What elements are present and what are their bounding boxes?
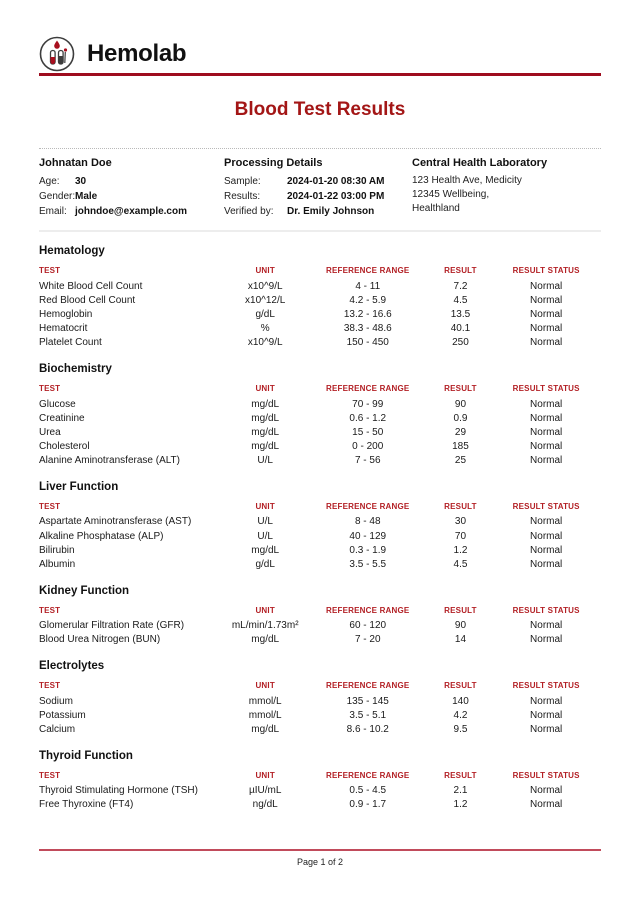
info-field-row bbox=[39, 189, 224, 204]
table-row bbox=[39, 322, 601, 336]
table-cell: U/L bbox=[257, 530, 273, 542]
table-cell: Red Blood Cell Count bbox=[39, 294, 136, 306]
table-cell: Normal bbox=[530, 695, 563, 707]
table-cell: 135 - 145 bbox=[346, 695, 389, 707]
table-cell: 3.5 - 5.1 bbox=[349, 709, 387, 721]
table-cell: 185 bbox=[452, 441, 469, 453]
table-cell: Normal bbox=[530, 709, 563, 721]
table-cell: mg/dL bbox=[251, 634, 280, 646]
table-row bbox=[39, 722, 601, 736]
section-title: Electrolytes bbox=[39, 660, 105, 672]
table-cell: 40.1 bbox=[450, 323, 471, 335]
section-title: Thyroid Function bbox=[39, 749, 133, 762]
table-cell: mmol/L bbox=[248, 709, 282, 721]
section-title: Kidney Function bbox=[39, 584, 130, 597]
table-cell: 8 - 48 bbox=[354, 516, 381, 528]
laboratory-name: Central Health Laboratory bbox=[412, 157, 548, 169]
section-title: Liver Function bbox=[39, 480, 119, 493]
table-cell: ng/dL bbox=[252, 799, 278, 811]
section-title: Hematology bbox=[39, 245, 105, 257]
column-header: RESULT STATUS bbox=[512, 770, 580, 780]
table-cell: Normal bbox=[530, 337, 563, 349]
table-cell: 29 bbox=[454, 426, 467, 438]
table-row bbox=[39, 293, 601, 307]
table-cell: 4.5 bbox=[453, 559, 468, 571]
table-cell: 0.3 - 1.9 bbox=[349, 544, 387, 556]
processing-fields bbox=[224, 174, 412, 219]
table-cell: 70 - 99 bbox=[352, 398, 384, 410]
info-field-row bbox=[39, 204, 224, 219]
table-cell: 2.1 bbox=[453, 785, 468, 797]
address-line: 12345 Wellbeing, bbox=[412, 189, 490, 200]
table-header-row bbox=[39, 768, 601, 784]
field-label: Email: bbox=[39, 206, 67, 217]
table-cell: Normal bbox=[530, 308, 563, 320]
table-cell: Hematocrit bbox=[39, 323, 88, 335]
table-cell: Normal bbox=[530, 634, 563, 646]
table-cell: Normal bbox=[530, 294, 563, 306]
table-cell: % bbox=[260, 323, 270, 335]
table-cell: x10^9/L bbox=[247, 280, 283, 292]
table-cell: 0.9 bbox=[453, 412, 468, 424]
table-cell: Normal bbox=[530, 441, 563, 453]
table-cell: U/L bbox=[257, 516, 273, 528]
table-cell: 4.2 - 5.9 bbox=[349, 294, 387, 306]
table-cell: µIU/mL bbox=[248, 785, 282, 797]
table-cell: 13.2 - 16.6 bbox=[343, 308, 392, 320]
table-cell: Thyroid Stimulating Hormone (TSH) bbox=[39, 785, 198, 797]
table-cell: Normal bbox=[530, 426, 563, 438]
table-cell: Normal bbox=[530, 280, 563, 292]
column-header: REFERENCE RANGE bbox=[326, 266, 410, 275]
table-cell: Albumin bbox=[39, 559, 76, 571]
field-value: 2024-01-20 08:30 AM bbox=[287, 176, 385, 187]
table-cell: 7 - 56 bbox=[354, 455, 381, 467]
patient-info-band bbox=[39, 148, 601, 232]
field-value: 2024-01-22 03:00 PM bbox=[287, 191, 385, 202]
patient-fields bbox=[39, 174, 224, 219]
table-cell: x10^9/L bbox=[247, 337, 283, 349]
field-label: Gender: bbox=[39, 191, 76, 202]
processing-title: Processing Details bbox=[224, 157, 323, 169]
table-header-row bbox=[39, 381, 601, 397]
header-divider bbox=[39, 73, 601, 76]
table-cell: 1.2 bbox=[453, 544, 468, 556]
table-cell: Urea bbox=[39, 426, 61, 438]
column-header: REFERENCE RANGE bbox=[326, 770, 410, 780]
patient-column bbox=[39, 156, 224, 219]
table-row bbox=[39, 454, 601, 468]
table-cell: 3.5 - 5.5 bbox=[349, 559, 387, 571]
laboratory-address bbox=[412, 174, 601, 216]
table-cell: 250 bbox=[452, 337, 469, 349]
table-cell: Bilirubin bbox=[39, 544, 75, 556]
table-cell: 4.2 bbox=[453, 709, 468, 721]
processing-column bbox=[224, 156, 412, 219]
table-cell: Creatinine bbox=[39, 412, 85, 424]
column-header: RESULT bbox=[444, 266, 477, 275]
column-header: REFERENCE RANGE bbox=[326, 605, 410, 615]
table-row bbox=[39, 336, 601, 350]
column-header: TEST bbox=[39, 501, 61, 511]
table-cell: Cholesterol bbox=[39, 441, 90, 453]
patient-name: Johnatan Doe bbox=[39, 157, 112, 169]
table-cell: 60 - 120 bbox=[349, 620, 387, 632]
table-cell: mmol/L bbox=[248, 695, 282, 707]
table-cell: Normal bbox=[530, 799, 563, 811]
table-row bbox=[39, 397, 601, 411]
table-cell: 40 - 129 bbox=[349, 530, 387, 542]
page-number: Page 1 of 2 bbox=[296, 857, 344, 867]
table-cell: g/dL bbox=[255, 559, 275, 571]
info-field-row bbox=[224, 189, 412, 204]
field-value: Male bbox=[75, 191, 98, 202]
table-cell: mg/dL bbox=[251, 441, 280, 453]
test-section bbox=[39, 660, 601, 737]
table-cell: 0 - 200 bbox=[352, 441, 384, 453]
test-section bbox=[39, 363, 601, 468]
column-header: RESULT STATUS bbox=[512, 681, 580, 690]
table-cell: Normal bbox=[530, 544, 563, 556]
footer-divider bbox=[39, 849, 601, 851]
column-header: TEST bbox=[39, 266, 61, 275]
table-cell: 7.2 bbox=[453, 280, 468, 292]
table-cell: 14 bbox=[454, 634, 467, 646]
table-header-row bbox=[39, 263, 601, 279]
section-title: Biochemistry bbox=[39, 362, 112, 375]
table-row bbox=[39, 694, 601, 708]
table-cell: Normal bbox=[530, 620, 563, 632]
table-cell: Normal bbox=[530, 412, 563, 424]
column-header: UNIT bbox=[255, 770, 275, 780]
column-header: RESULT STATUS bbox=[512, 501, 580, 511]
column-header: RESULT STATUS bbox=[512, 266, 580, 275]
table-row bbox=[39, 307, 601, 321]
field-label: Sample: bbox=[224, 176, 261, 187]
field-label: Verified by: bbox=[224, 206, 274, 217]
table-row bbox=[39, 708, 601, 722]
table-row bbox=[39, 784, 601, 798]
table-cell: 140 bbox=[452, 695, 469, 707]
table-row bbox=[39, 798, 601, 812]
info-field-row bbox=[224, 174, 412, 189]
table-cell: 4.5 bbox=[453, 294, 468, 306]
column-header: RESULT STATUS bbox=[512, 383, 580, 393]
table-cell: x10^12/L bbox=[245, 294, 286, 306]
table-cell: Free Thyroxine (FT4) bbox=[39, 799, 134, 811]
table-header-row bbox=[39, 603, 601, 619]
table-cell: Normal bbox=[530, 559, 563, 571]
table-cell: 25 bbox=[454, 455, 467, 467]
table-cell: 30 bbox=[454, 516, 467, 528]
column-header: UNIT bbox=[255, 266, 275, 275]
table-cell: Calcium bbox=[39, 723, 76, 735]
table-row bbox=[39, 279, 601, 293]
table-cell: 70 bbox=[454, 530, 467, 542]
table-cell: 1.2 bbox=[453, 799, 468, 811]
column-header: TEST bbox=[39, 681, 61, 690]
table-row bbox=[39, 557, 601, 571]
column-header: TEST bbox=[39, 383, 61, 393]
column-header: REFERENCE RANGE bbox=[326, 681, 410, 690]
brand-name: Hemolab bbox=[87, 40, 187, 67]
table-cell: Normal bbox=[530, 323, 563, 335]
table-cell: U/L bbox=[257, 455, 273, 467]
table-cell: Normal bbox=[530, 516, 563, 528]
column-header: UNIT bbox=[255, 681, 275, 690]
field-value: 30 bbox=[75, 176, 87, 187]
table-cell: 9.5 bbox=[453, 723, 468, 735]
table-cell: 90 bbox=[454, 398, 467, 410]
page-title: Blood Test Results bbox=[234, 99, 406, 120]
table-cell: 8.6 - 10.2 bbox=[346, 723, 389, 735]
table-row bbox=[39, 425, 601, 439]
field-value: Dr. Emily Johnson bbox=[287, 206, 375, 217]
column-header: RESULT bbox=[444, 681, 477, 690]
table-cell: Alkaline Phosphatase (ALP) bbox=[39, 530, 164, 542]
table-cell: White Blood Cell Count bbox=[39, 280, 143, 292]
table-row bbox=[39, 543, 601, 557]
table-header-row bbox=[39, 678, 601, 694]
address-line: Healthland bbox=[412, 203, 460, 214]
table-cell: Sodium bbox=[39, 695, 73, 707]
table-cell: mL/min/1.73m² bbox=[231, 620, 299, 632]
test-section bbox=[39, 585, 601, 647]
column-header: RESULT bbox=[444, 501, 477, 511]
table-cell: Normal bbox=[530, 455, 563, 467]
test-section bbox=[39, 481, 601, 572]
column-header: REFERENCE RANGE bbox=[326, 383, 410, 393]
laboratory-column bbox=[412, 156, 601, 219]
table-row bbox=[39, 529, 601, 543]
table-cell: Glomerular Filtration Rate (GFR) bbox=[39, 620, 185, 632]
address-line: 123 Health Ave, Medicity bbox=[412, 175, 522, 186]
test-section bbox=[39, 245, 601, 350]
field-label: Results: bbox=[224, 191, 261, 202]
column-header: RESULT bbox=[444, 770, 477, 780]
column-header: REFERENCE RANGE bbox=[326, 501, 410, 511]
column-header: UNIT bbox=[255, 501, 275, 511]
table-row bbox=[39, 633, 601, 647]
table-cell: 38.3 - 48.6 bbox=[343, 323, 392, 335]
table-cell: 4 - 11 bbox=[355, 280, 381, 292]
table-cell: mg/dL bbox=[251, 426, 280, 438]
table-cell: 150 - 450 bbox=[346, 337, 389, 349]
table-cell: Normal bbox=[530, 723, 563, 735]
table-cell: mg/dL bbox=[251, 412, 280, 424]
field-label: Age: bbox=[39, 176, 60, 187]
table-cell: 0.9 - 1.7 bbox=[349, 799, 387, 811]
table-cell: Normal bbox=[530, 530, 563, 542]
column-header: TEST bbox=[39, 770, 61, 780]
table-cell: mg/dL bbox=[251, 723, 280, 735]
table-cell: Glucose bbox=[39, 398, 76, 410]
table-row bbox=[39, 515, 601, 529]
table-row bbox=[39, 619, 601, 633]
column-header: RESULT STATUS bbox=[512, 605, 580, 615]
table-cell: 0.5 - 4.5 bbox=[349, 785, 387, 797]
table-cell: g/dL bbox=[255, 308, 275, 320]
table-cell: 90 bbox=[454, 620, 467, 632]
table-cell: Normal bbox=[530, 785, 563, 797]
test-section bbox=[39, 750, 601, 812]
report-header bbox=[39, 0, 601, 72]
table-cell: 15 - 50 bbox=[352, 426, 384, 438]
table-header-row bbox=[39, 499, 601, 515]
column-header: RESULT bbox=[444, 383, 477, 393]
table-cell: Blood Urea Nitrogen (BUN) bbox=[39, 634, 161, 646]
test-sections bbox=[39, 245, 601, 812]
table-cell: mg/dL bbox=[251, 544, 280, 556]
table-cell: Platelet Count bbox=[39, 337, 102, 349]
field-value: johndoe@example.com bbox=[75, 206, 187, 217]
column-header: TEST bbox=[39, 605, 61, 615]
table-cell: 13.5 bbox=[450, 308, 471, 320]
info-field-row bbox=[224, 204, 412, 219]
table-cell: 0.6 - 1.2 bbox=[349, 412, 387, 424]
info-field-row bbox=[39, 174, 224, 189]
report-footer bbox=[39, 849, 601, 867]
table-cell: Normal bbox=[530, 398, 563, 410]
table-cell: Aspartate Aminotransferase (AST) bbox=[39, 516, 192, 528]
table-cell: Hemoglobin bbox=[39, 308, 93, 320]
column-header: UNIT bbox=[255, 605, 275, 615]
table-row bbox=[39, 440, 601, 454]
column-header: RESULT bbox=[444, 605, 477, 615]
table-cell: 7 - 20 bbox=[354, 634, 381, 646]
column-header: UNIT bbox=[255, 383, 275, 393]
table-cell: Potassium bbox=[39, 709, 86, 721]
table-row bbox=[39, 411, 601, 425]
table-cell: Alanine Aminotransferase (ALT) bbox=[39, 455, 180, 467]
table-cell: mg/dL bbox=[251, 398, 280, 410]
blood-test-tubes-icon bbox=[39, 36, 75, 72]
